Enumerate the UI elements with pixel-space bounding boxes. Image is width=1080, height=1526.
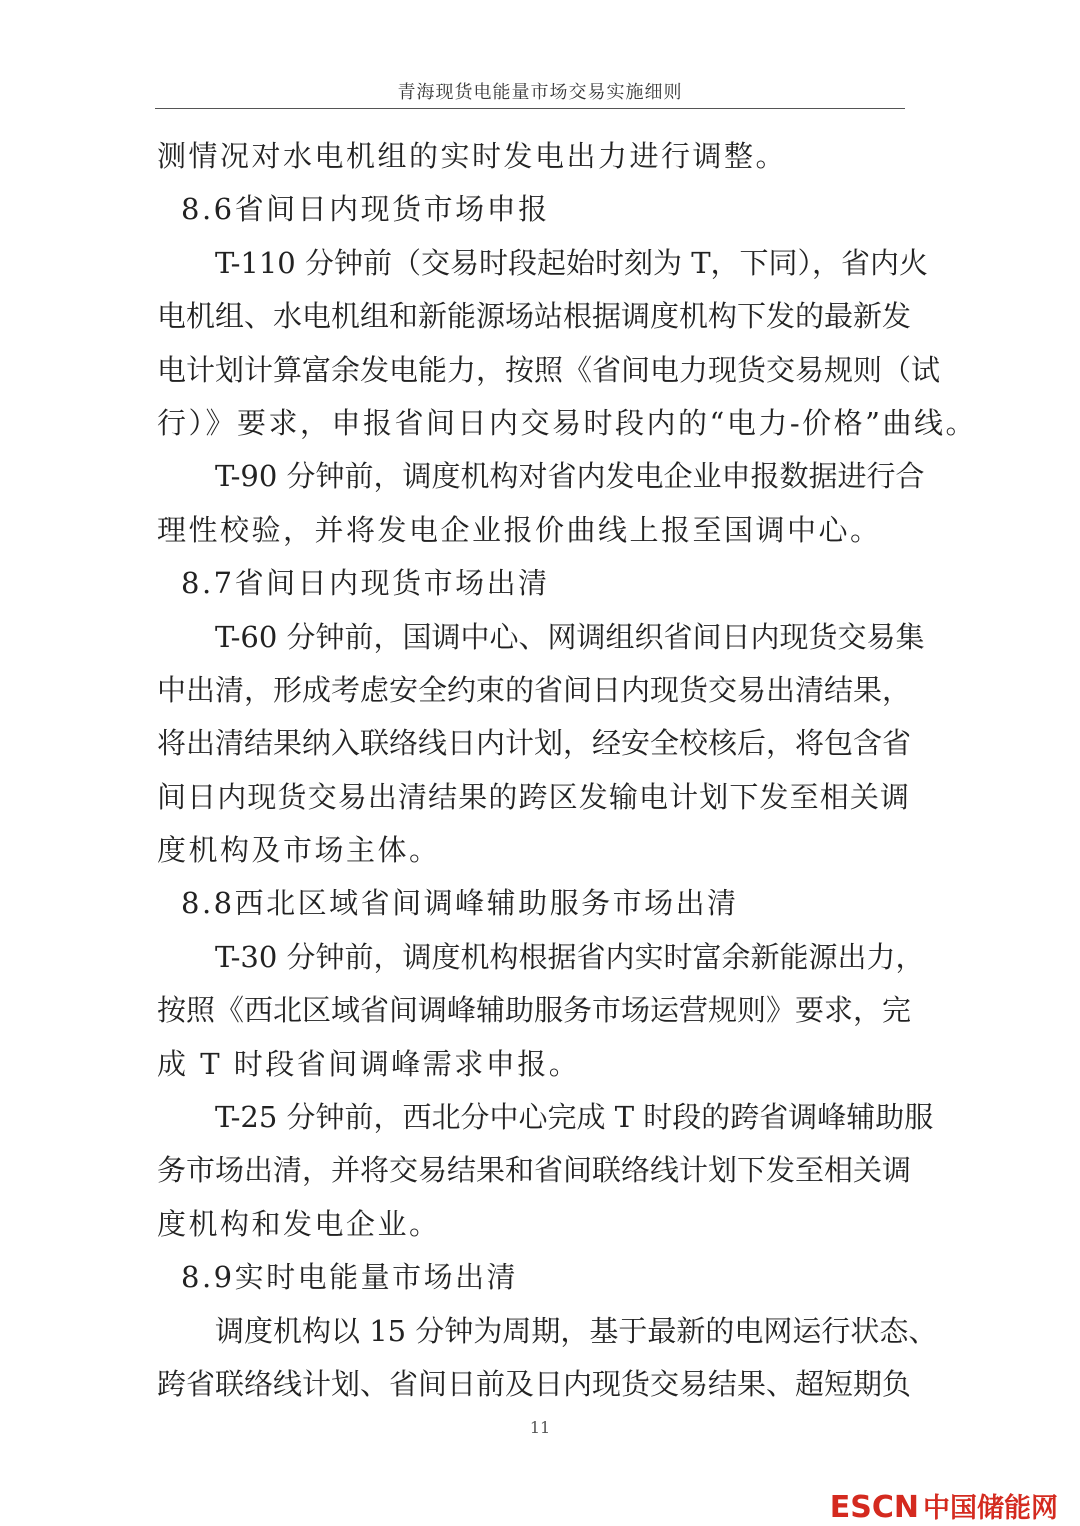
- page-header-title: 青海现货电能量市场交易实施细则: [397, 82, 683, 103]
- paragraph-line: T-25 分钟前，西北分中心完成 T 时段的跨省调峰辅助服: [215, 1100, 934, 1135]
- section-heading-8-7: 8.7省间日内现货市场出清: [181, 566, 550, 601]
- paragraph-line: T-110 分钟前（交易时段起始时刻为 T，下同），省内火: [215, 245, 929, 280]
- section-heading-8-8: 8.8西北区域省间调峰辅助服务市场出清: [181, 886, 739, 921]
- paragraph-line: 务市场出清，并将交易结果和省间联络线计划下发至相关调: [157, 1153, 912, 1188]
- paragraph-line: T-60 分钟前，国调中心、网调组织省间日内现货交易集: [215, 619, 925, 654]
- paragraph-line: 调度机构以 15 分钟为周期，基于最新的电网运行状态、: [215, 1313, 938, 1348]
- paragraph-line: 测情况对水电机组的实时发电出力进行调整。: [157, 139, 788, 173]
- paragraph-line: T-90 分钟前，调度机构对省内发电企业申报数据进行合: [215, 459, 925, 494]
- watermark-logo: [830, 1486, 1058, 1525]
- document-body: [157, 130, 977, 1411]
- page-number: 11: [529, 1418, 551, 1437]
- paragraph-line: 理性校验，并将发电企业报价曲线上报至国调中心。: [157, 512, 882, 547]
- paragraph-line: 行）》要求，申报省间日内交易时段内的“电力-价格”曲线。: [157, 405, 977, 440]
- paragraph-line: 中出清，形成考虑安全约束的省间日内现货交易出清结果，: [157, 672, 912, 707]
- paragraph-line: 将出清结果纳入联络线日内计划，经安全校核后，将包含省: [157, 726, 912, 761]
- section-heading-8-9: 8.9实时电能量市场出清: [181, 1260, 519, 1295]
- paragraph-line: T-30 分钟前，调度机构根据省内实时富余新能源出力，: [215, 939, 925, 974]
- paragraph-line: 按照《西北区域省间调峰辅助服务市场运营规则》要求，完: [157, 993, 912, 1028]
- paragraph-line: 度机构及市场主体。: [157, 833, 441, 868]
- header-divider: [155, 108, 905, 109]
- paragraph-line: 电机组、水电机组和新能源场站根据调度机构下发的最新发: [157, 299, 912, 334]
- paragraph-line: 间日内现货交易出清结果的跨区发输电计划下发至相关调: [157, 779, 909, 814]
- paragraph-line: 度机构和发电企业。: [157, 1206, 441, 1241]
- watermark-site-name: 中国储能网: [923, 1493, 1058, 1524]
- paragraph-line: 跨省联络线计划、省间日前及日内现货交易结果、超短期负: [157, 1366, 912, 1401]
- paragraph-line: 成 T 时段省间调峰需求申报。: [157, 1046, 581, 1081]
- paragraph-line: 电计划计算富余发电能力，按照《省间电力现货交易规则（试: [157, 352, 941, 387]
- watermark-brand: ESCN: [829, 1490, 919, 1525]
- section-heading-8-6: 8.6省间日内现货市场申报: [181, 192, 550, 227]
